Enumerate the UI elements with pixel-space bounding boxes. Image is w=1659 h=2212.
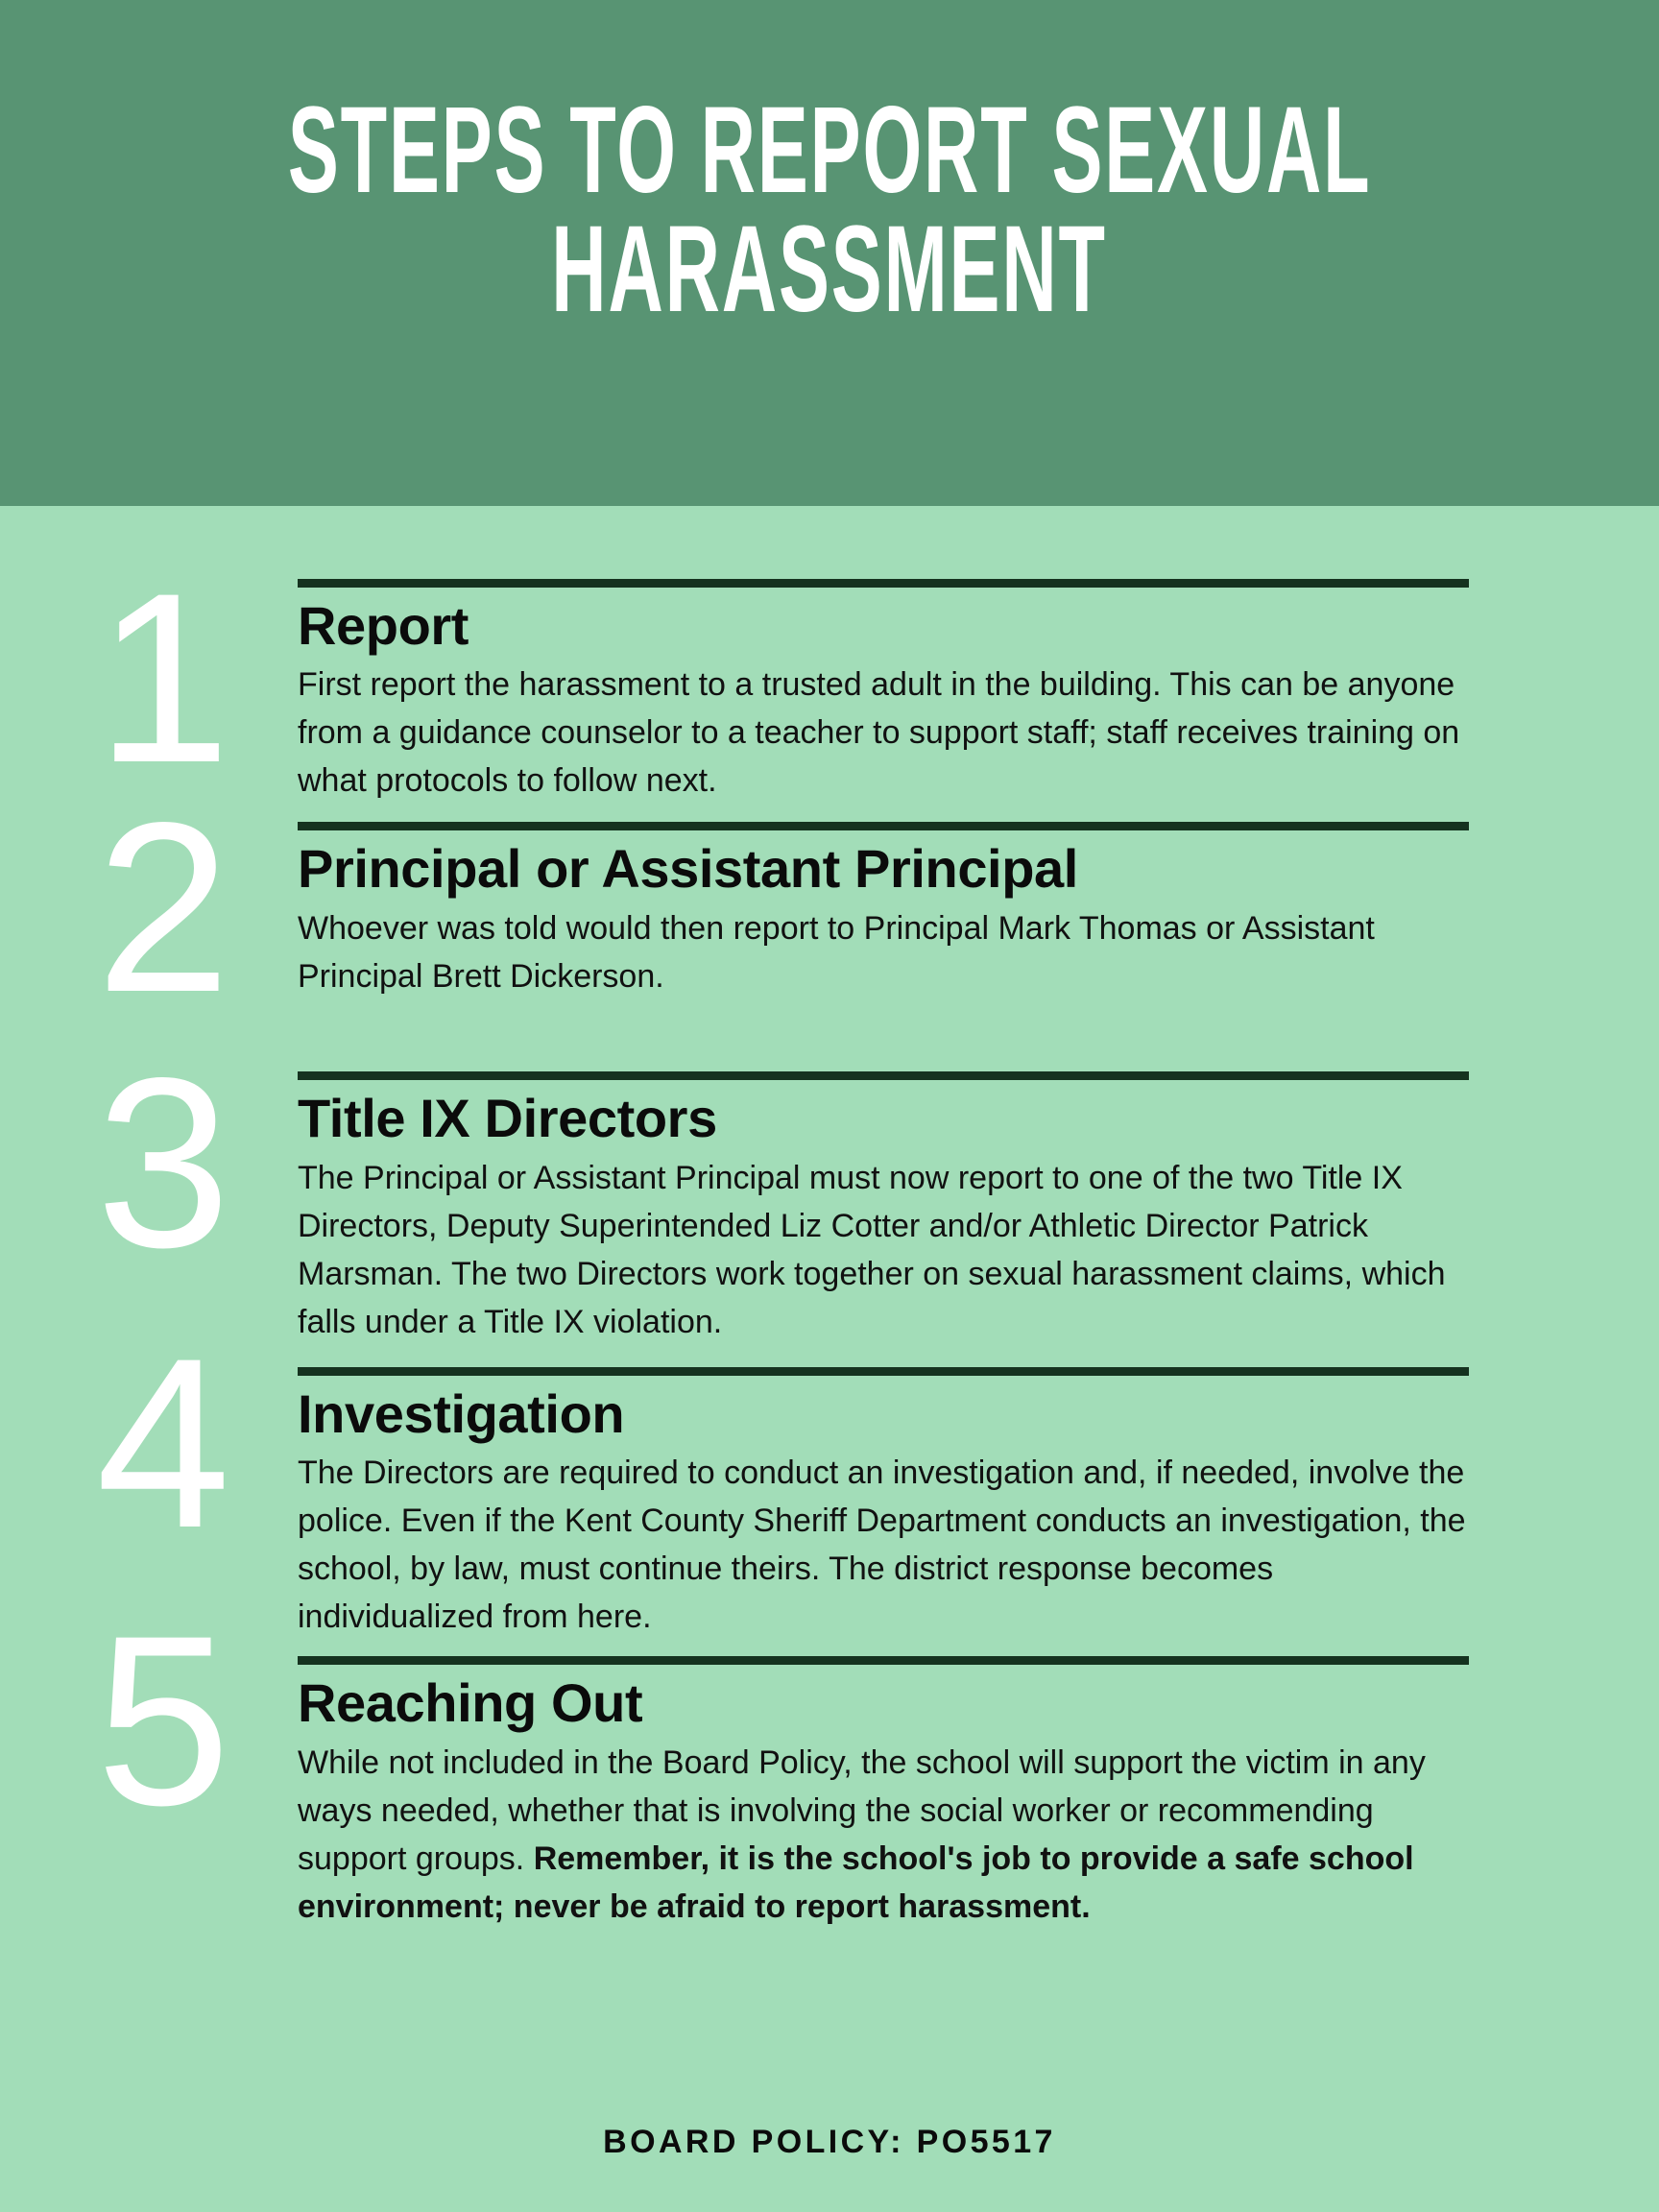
poster-footer bbox=[0, 2124, 1659, 2161]
step-item-3 bbox=[0, 1028, 1659, 1345]
step-text-3: The Principal or Assistant Principal must now report to one of the two Title IX Directors, Deputy Superintended Liz Cotter and/or Athletic Director Patrick Marsman. The two Directors work together on sexual harassment claims, which falls under a Title IX violation. bbox=[298, 1159, 1446, 1340]
step-heading-4: Investigation bbox=[298, 1382, 625, 1444]
step-text-2: Whoever was told would then report to Principal Mark Thomas or Assistant Principal Brett Dickerson. bbox=[298, 909, 1375, 995]
step-text-5-normal: While not included in the Board Policy, the school will support the victim in any ways needed, whether that is involving the social worker or recommending support groups. bbox=[298, 1743, 1426, 1877]
step-item-5 bbox=[0, 1586, 1659, 1930]
poster-title-line-2: HARASSMENT bbox=[551, 201, 1108, 338]
step-number-2: 2 bbox=[96, 773, 231, 1044]
step-body-5 bbox=[298, 1656, 1659, 1930]
step-number-1: 1 bbox=[96, 543, 231, 813]
step-text-5-emphasis: Remember, it is the school's job to provide a safe school environment; never be afraid to report harassment. bbox=[298, 1839, 1414, 1925]
step-heading-1: Report bbox=[298, 595, 469, 656]
step-divider-4 bbox=[298, 1367, 1469, 1376]
step-divider-3 bbox=[298, 1071, 1469, 1080]
step-heading-3: Title IX Directors bbox=[298, 1088, 717, 1149]
board-policy-label: BOARD POLICY: PO5517 bbox=[603, 2124, 1056, 2160]
step-number-5: 5 bbox=[96, 1586, 231, 1857]
step-heading-2: Principal or Assistant Principal bbox=[298, 838, 1078, 900]
steps-list bbox=[0, 506, 1659, 1931]
step-text-4: The Directors are required to conduct an investigation and, if needed, involve the police. Even if the Kent County Sheriff Department conducts an investigation, the school, by law, must continue theirs. The district response becomes individualized from here. bbox=[298, 1455, 1466, 1636]
step-number-3: 3 bbox=[96, 1028, 231, 1299]
step-body-1 bbox=[298, 579, 1659, 805]
step-divider-5 bbox=[298, 1656, 1469, 1665]
step-text-5 bbox=[298, 1739, 1469, 1931]
step-item-1 bbox=[0, 543, 1659, 813]
step-body-4 bbox=[298, 1367, 1659, 1641]
step-item-2 bbox=[0, 773, 1659, 1044]
step-divider-1 bbox=[298, 579, 1469, 588]
step-heading-5: Reaching Out bbox=[298, 1672, 643, 1734]
step-number-4: 4 bbox=[96, 1308, 231, 1578]
step-text-1: First report the harassment to a trusted adult in the building. This can be anyone from a guidance counselor to a teacher to support staff; staff receives training on what protocols to follow next. bbox=[298, 666, 1460, 800]
poster-title-line-1: STEPS TO REPORT SEXUAL bbox=[287, 82, 1372, 219]
poster-header bbox=[0, 0, 1659, 506]
step-body-3 bbox=[298, 1071, 1659, 1345]
step-divider-2 bbox=[298, 822, 1469, 830]
step-body-2 bbox=[298, 822, 1659, 999]
